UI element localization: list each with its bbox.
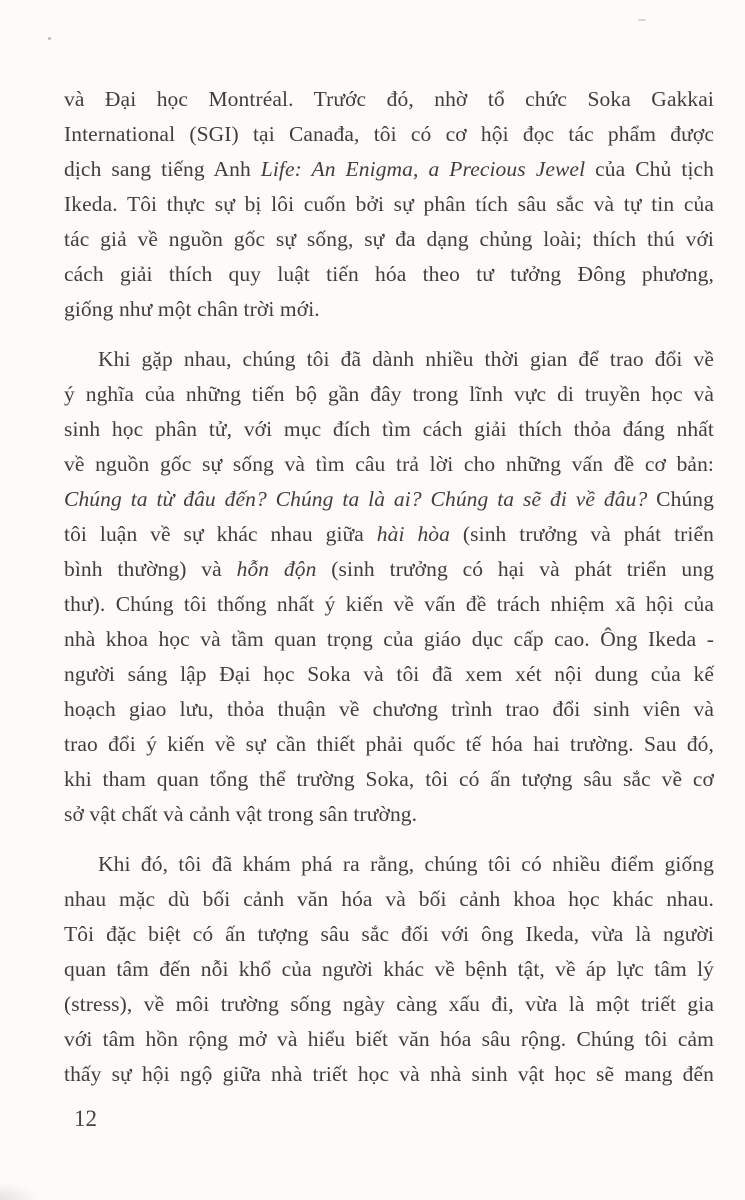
text-line (64, 117, 714, 152)
text-run: và Đại học Montréal. Trước đó, nhờ tổ chức Soka Gakkai (64, 87, 714, 111)
text-run: nhau mặc dù bối cảnh văn hóa và bối cảnh khoa học khác nhau. (64, 887, 714, 911)
italic-text-run: hỗn độn (236, 557, 317, 581)
text-line (64, 377, 714, 412)
text-run: (stress), về môi trường sống ngày càng xấu đi, vừa là một triết gia (64, 992, 714, 1016)
text-line (64, 552, 714, 587)
text-run: tác giả về nguồn gốc sự sống, sự đa dạng chủng loài; thích thú với (64, 227, 714, 251)
text-run: quan tâm đến nỗi khổ của người khác về bệnh tật, về áp lực tâm lý (64, 957, 714, 981)
italic-text-run: Chúng ta từ đâu đến? Chúng ta là ai? Chúng ta sẽ đi về đâu? (64, 487, 648, 511)
text-line (64, 952, 714, 987)
text-line (64, 342, 714, 377)
text-line (64, 727, 714, 762)
text-line (64, 882, 714, 917)
text-line (64, 1022, 714, 1057)
text-line (64, 587, 714, 622)
text-line (64, 657, 714, 692)
text-run: sinh học phân tử, với mục đích tìm cách giải thích thỏa đáng nhất (64, 417, 714, 441)
text-run: giống như một chân trời mới. (64, 297, 320, 321)
text-run: của Chủ tịch (585, 157, 715, 181)
text-run: khi tham quan tổng thể trường Soka, tôi có ấn tượng sâu sắc về cơ (64, 767, 714, 791)
text-run: bình thường) và (64, 557, 237, 581)
text-run: hoạch giao lưu, thỏa thuận về chương trình trao đổi sinh viên và (64, 697, 714, 721)
text-run: thư). Chúng tôi thống nhất ý kiến về vấn đề trách nhiệm xã hội của (64, 592, 714, 616)
paragraph-2 (64, 342, 714, 832)
text-run: Chúng (647, 487, 714, 511)
text-line (64, 257, 714, 292)
text-line (64, 482, 714, 517)
text-run: thấy sự hội ngộ giữa nhà triết học và nhà sinh vật học sẽ mang đến (64, 1062, 714, 1086)
text-run: Khi gặp nhau, chúng tôi đã dành nhiều thời gian để trao đổi về (98, 347, 714, 371)
text-line (64, 447, 714, 482)
text-run: Khi đó, tôi đã khám phá ra rằng, chúng tôi có nhiều điểm giống (98, 852, 714, 876)
text-line (64, 622, 714, 657)
italic-text-run: hài hòa (376, 522, 451, 546)
text-run: sở vật chất và cảnh vật trong sân trường. (64, 802, 418, 826)
text-run: ý nghĩa của những tiến bộ gần đây trong lĩnh vực di truyền học và (64, 382, 714, 406)
paragraph-3 (64, 847, 714, 1092)
text-line (64, 292, 714, 327)
text-run: Tôi đặc biệt có ấn tượng sâu sắc đối với ông Ikeda, vừa là người (64, 922, 714, 946)
text-run: dịch sang tiếng Anh (64, 157, 261, 181)
text-run: Ikeda. Tôi thực sự bị lôi cuốn bởi sự phân tích sâu sắc và tự tin của (64, 192, 714, 216)
text-line (64, 187, 714, 222)
text-run: trao đổi ý kiến về sự cần thiết phải quốc tế hóa hai trường. Sau đó, (64, 732, 714, 756)
text-line (64, 847, 714, 882)
text-line (64, 517, 714, 552)
text-line (64, 762, 714, 797)
text-line (64, 692, 714, 727)
text-line (64, 152, 714, 187)
text-run: nhà khoa học và tầm quan trọng của giáo dục cấp cao. Ông Ikeda - (64, 627, 714, 651)
text-run: với tâm hồn rộng mở và hiểu biết văn hóa sâu rộng. Chúng tôi cảm (64, 1027, 714, 1051)
text-run: (sinh trưởng có hại và phát triển ung (316, 557, 714, 581)
text-line (64, 917, 714, 952)
text-line (64, 222, 714, 257)
scan-artifact-smudge (0, 1182, 38, 1200)
page-text (64, 82, 714, 1092)
text-run: tôi luận về sự khác nhau giữa (64, 522, 377, 546)
scan-artifact-dot (48, 37, 51, 40)
text-run: người sáng lập Đại học Soka và tôi đã xem xét nội dung của kế (64, 662, 714, 686)
text-line (64, 82, 714, 117)
text-run: International (SGI) tại Canađa, tôi có cơ hội đọc tác phẩm được (64, 122, 714, 146)
text-line (64, 987, 714, 1022)
scan-artifact-mark (638, 19, 646, 21)
text-line (64, 412, 714, 447)
text-run: về nguồn gốc sự sống và tìm câu trả lời cho những vấn đề cơ bản: (64, 452, 714, 476)
text-run: cách giải thích quy luật tiến hóa theo tư tưởng Đông phương, (64, 262, 714, 286)
text-line (64, 797, 714, 832)
page-number: 12 (74, 1106, 97, 1131)
paragraph-1 (64, 82, 714, 327)
text-line (64, 1057, 714, 1092)
italic-text-run: Life: An Enigma, a Precious Jewel (260, 157, 586, 181)
text-run: (sinh trưởng và phát triển (450, 522, 714, 546)
